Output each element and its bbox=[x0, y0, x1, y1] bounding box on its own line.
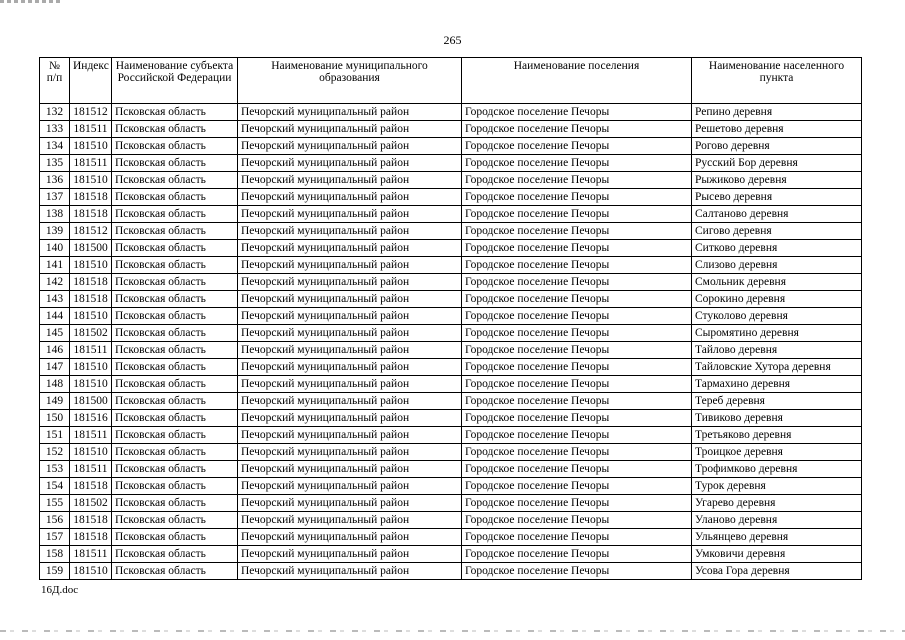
locality-name: Третьяково деревня bbox=[692, 427, 862, 444]
locality-name: Рыжиково деревня bbox=[692, 172, 862, 189]
municipality-name: Печорский муниципальный район bbox=[238, 563, 462, 580]
settlement-name: Городское поселение Печоры bbox=[462, 495, 692, 512]
table-row bbox=[40, 393, 862, 410]
locality-name: Стуколово деревня bbox=[692, 308, 862, 325]
subject-name: Псковская область bbox=[112, 308, 238, 325]
row-number: 152 bbox=[40, 444, 70, 461]
table-row bbox=[40, 240, 862, 257]
subject-name: Псковская область bbox=[112, 376, 238, 393]
subject-name: Псковская область bbox=[112, 274, 238, 291]
locality-name: Турок деревня bbox=[692, 478, 862, 495]
settlement-name: Городское поселение Печоры bbox=[462, 240, 692, 257]
settlement-name: Городское поселение Печоры bbox=[462, 121, 692, 138]
table-row bbox=[40, 291, 862, 308]
locality-name: Салтаново деревня bbox=[692, 206, 862, 223]
table-row bbox=[40, 546, 862, 563]
row-number: 151 bbox=[40, 427, 70, 444]
municipality-name: Печорский муниципальный район bbox=[238, 223, 462, 240]
municipality-name: Печорский муниципальный район bbox=[238, 274, 462, 291]
municipality-name: Печорский муниципальный район bbox=[238, 359, 462, 376]
postal-index: 181510 bbox=[70, 172, 112, 189]
settlement-name: Городское поселение Печоры bbox=[462, 223, 692, 240]
locality-name: Русский Бор деревня bbox=[692, 155, 862, 172]
row-number: 153 bbox=[40, 461, 70, 478]
subject-name: Псковская область bbox=[112, 104, 238, 121]
table-row bbox=[40, 104, 862, 121]
table-row bbox=[40, 444, 862, 461]
row-number: 140 bbox=[40, 240, 70, 257]
row-number: 157 bbox=[40, 529, 70, 546]
locality-name: Тивиково деревня bbox=[692, 410, 862, 427]
municipality-name: Печорский муниципальный район bbox=[238, 512, 462, 529]
subject-name: Псковская область bbox=[112, 444, 238, 461]
table-row bbox=[40, 359, 862, 376]
row-number: 136 bbox=[40, 172, 70, 189]
locality-name: Решетово деревня bbox=[692, 121, 862, 138]
municipality-name: Печорский муниципальный район bbox=[238, 138, 462, 155]
locality-name: Умковичи деревня bbox=[692, 546, 862, 563]
table-row bbox=[40, 529, 862, 546]
locality-name: Сорокино деревня bbox=[692, 291, 862, 308]
table-row bbox=[40, 189, 862, 206]
table-row bbox=[40, 342, 862, 359]
subject-name: Псковская область bbox=[112, 563, 238, 580]
table-row bbox=[40, 478, 862, 495]
locality-name: Троицкое деревня bbox=[692, 444, 862, 461]
table-header-row bbox=[40, 58, 862, 104]
table-row bbox=[40, 325, 862, 342]
table-row bbox=[40, 257, 862, 274]
postal-index: 181511 bbox=[70, 461, 112, 478]
subject-name: Псковская область bbox=[112, 223, 238, 240]
subject-name: Псковская область bbox=[112, 478, 238, 495]
postal-index: 181512 bbox=[70, 223, 112, 240]
locality-name: Рогово деревня bbox=[692, 138, 862, 155]
table-row bbox=[40, 376, 862, 393]
municipality-name: Печорский муниципальный район bbox=[238, 172, 462, 189]
settlement-name: Городское поселение Печоры bbox=[462, 257, 692, 274]
municipality-name: Печорский муниципальный район bbox=[238, 393, 462, 410]
settlement-name: Городское поселение Печоры bbox=[462, 206, 692, 223]
header-settlement: Наименование поселения bbox=[462, 58, 692, 104]
subject-name: Псковская область bbox=[112, 138, 238, 155]
postal-index: 181510 bbox=[70, 376, 112, 393]
postal-index: 181518 bbox=[70, 529, 112, 546]
settlement-name: Городское поселение Печоры bbox=[462, 427, 692, 444]
settlement-name: Городское поселение Печоры bbox=[462, 104, 692, 121]
table-body bbox=[40, 104, 862, 580]
row-number: 154 bbox=[40, 478, 70, 495]
table-row bbox=[40, 223, 862, 240]
row-number: 150 bbox=[40, 410, 70, 427]
municipality-name: Печорский муниципальный район bbox=[238, 427, 462, 444]
locality-name: Усова Гора деревня bbox=[692, 563, 862, 580]
subject-name: Псковская область bbox=[112, 121, 238, 138]
locality-name: Угарево деревня bbox=[692, 495, 862, 512]
municipality-name: Печорский муниципальный район bbox=[238, 257, 462, 274]
locality-name: Тереб деревня bbox=[692, 393, 862, 410]
footer-filename: 16Д.doc bbox=[41, 584, 79, 596]
locality-name: Уланово деревня bbox=[692, 512, 862, 529]
table-row bbox=[40, 172, 862, 189]
postal-index: 181511 bbox=[70, 546, 112, 563]
table-row bbox=[40, 138, 862, 155]
postal-index: 181510 bbox=[70, 308, 112, 325]
settlement-name: Городское поселение Печоры bbox=[462, 155, 692, 172]
page-number: 265 bbox=[443, 33, 462, 47]
municipality-name: Печорский муниципальный район bbox=[238, 291, 462, 308]
locality-name: Сыромятино деревня bbox=[692, 325, 862, 342]
locality-name: Сигово деревня bbox=[692, 223, 862, 240]
header-municipality: Наименование муниципального образования bbox=[238, 58, 462, 104]
postal-index: 181500 bbox=[70, 240, 112, 257]
municipality-name: Печорский муниципальный район bbox=[238, 325, 462, 342]
row-number: 142 bbox=[40, 274, 70, 291]
municipality-name: Печорский муниципальный район bbox=[238, 376, 462, 393]
settlement-name: Городское поселение Печоры bbox=[462, 546, 692, 563]
header-index: Индекс bbox=[70, 58, 112, 104]
settlement-name: Городское поселение Печоры bbox=[462, 325, 692, 342]
subject-name: Псковская область bbox=[112, 529, 238, 546]
subject-name: Псковская область bbox=[112, 291, 238, 308]
table-row bbox=[40, 410, 862, 427]
settlement-name: Городское поселение Печоры bbox=[462, 478, 692, 495]
municipality-name: Печорский муниципальный район bbox=[238, 444, 462, 461]
postal-index: 181518 bbox=[70, 291, 112, 308]
postal-index: 181502 bbox=[70, 325, 112, 342]
row-number: 138 bbox=[40, 206, 70, 223]
subject-name: Псковская область bbox=[112, 427, 238, 444]
settlement-name: Городское поселение Печоры bbox=[462, 393, 692, 410]
municipality-name: Печорский муниципальный район bbox=[238, 495, 462, 512]
table-row bbox=[40, 427, 862, 444]
locality-name: Тармахино деревня bbox=[692, 376, 862, 393]
postal-index: 181510 bbox=[70, 138, 112, 155]
table-row bbox=[40, 563, 862, 580]
row-number: 147 bbox=[40, 359, 70, 376]
postal-index: 181518 bbox=[70, 478, 112, 495]
locality-name: Смольник деревня bbox=[692, 274, 862, 291]
subject-name: Псковская область bbox=[112, 189, 238, 206]
subject-name: Псковская область bbox=[112, 257, 238, 274]
municipality-name: Печорский муниципальный район bbox=[238, 478, 462, 495]
postal-index: 181511 bbox=[70, 342, 112, 359]
locality-name: Ульянцево деревня bbox=[692, 529, 862, 546]
row-number: 145 bbox=[40, 325, 70, 342]
table-row bbox=[40, 155, 862, 172]
table-row bbox=[40, 206, 862, 223]
settlement-name: Городское поселение Печоры bbox=[462, 512, 692, 529]
postal-index: 181511 bbox=[70, 155, 112, 172]
scan-artifact bbox=[0, 630, 905, 632]
settlement-name: Городское поселение Печоры bbox=[462, 342, 692, 359]
postal-index: 181512 bbox=[70, 104, 112, 121]
municipality-name: Печорский муниципальный район bbox=[238, 206, 462, 223]
settlement-name: Городское поселение Печоры bbox=[462, 359, 692, 376]
settlement-name: Городское поселение Печоры bbox=[462, 172, 692, 189]
row-number: 144 bbox=[40, 308, 70, 325]
subject-name: Псковская область bbox=[112, 342, 238, 359]
locality-name: Трофимково деревня bbox=[692, 461, 862, 478]
municipality-name: Печорский муниципальный район bbox=[238, 461, 462, 478]
municipality-name: Печорский муниципальный район bbox=[238, 189, 462, 206]
subject-name: Псковская область bbox=[112, 325, 238, 342]
settlement-name: Городское поселение Печоры bbox=[462, 189, 692, 206]
row-number: 134 bbox=[40, 138, 70, 155]
postal-index: 181500 bbox=[70, 393, 112, 410]
row-number: 135 bbox=[40, 155, 70, 172]
locality-name: Слизово деревня bbox=[692, 257, 862, 274]
postal-index: 181518 bbox=[70, 512, 112, 529]
postal-index: 181510 bbox=[70, 257, 112, 274]
row-number: 132 bbox=[40, 104, 70, 121]
municipality-name: Печорский муниципальный район bbox=[238, 410, 462, 427]
row-number: 133 bbox=[40, 121, 70, 138]
row-number: 155 bbox=[40, 495, 70, 512]
settlement-name: Городское поселение Печоры bbox=[462, 291, 692, 308]
table-row bbox=[40, 121, 862, 138]
settlement-name: Городское поселение Печоры bbox=[462, 376, 692, 393]
postal-index: 181510 bbox=[70, 359, 112, 376]
postal-index: 181511 bbox=[70, 121, 112, 138]
table-row bbox=[40, 512, 862, 529]
municipality-name: Печорский муниципальный район bbox=[238, 104, 462, 121]
subject-name: Псковская область bbox=[112, 410, 238, 427]
row-number: 143 bbox=[40, 291, 70, 308]
locality-name: Ситково деревня bbox=[692, 240, 862, 257]
postal-index: 181516 bbox=[70, 410, 112, 427]
settlement-name: Городское поселение Печоры bbox=[462, 410, 692, 427]
scan-artifact bbox=[0, 0, 60, 3]
settlement-name: Городское поселение Печоры bbox=[462, 444, 692, 461]
municipality-name: Печорский муниципальный район bbox=[238, 529, 462, 546]
municipality-name: Печорский муниципальный район bbox=[238, 240, 462, 257]
postal-index: 181511 bbox=[70, 427, 112, 444]
settlements-table bbox=[39, 57, 862, 580]
postal-index: 181510 bbox=[70, 444, 112, 461]
subject-name: Псковская область bbox=[112, 359, 238, 376]
postal-index: 181518 bbox=[70, 206, 112, 223]
municipality-name: Печорский муниципальный район bbox=[238, 546, 462, 563]
settlement-name: Городское поселение Печоры bbox=[462, 563, 692, 580]
subject-name: Псковская область bbox=[112, 155, 238, 172]
subject-name: Псковская область bbox=[112, 393, 238, 410]
locality-name: Тайловские Хутора деревня bbox=[692, 359, 862, 376]
municipality-name: Печорский муниципальный район bbox=[238, 342, 462, 359]
table-row bbox=[40, 274, 862, 291]
locality-name: Рысево деревня bbox=[692, 189, 862, 206]
settlement-name: Городское поселение Печоры bbox=[462, 138, 692, 155]
subject-name: Псковская область bbox=[112, 206, 238, 223]
subject-name: Псковская область bbox=[112, 495, 238, 512]
postal-index: 181518 bbox=[70, 189, 112, 206]
row-number: 158 bbox=[40, 546, 70, 563]
table-row bbox=[40, 495, 862, 512]
row-number: 141 bbox=[40, 257, 70, 274]
row-number: 156 bbox=[40, 512, 70, 529]
municipality-name: Печорский муниципальный район bbox=[238, 308, 462, 325]
municipality-name: Печорский муниципальный район bbox=[238, 121, 462, 138]
row-number: 148 bbox=[40, 376, 70, 393]
postal-index: 181518 bbox=[70, 274, 112, 291]
subject-name: Псковская область bbox=[112, 240, 238, 257]
locality-name: Репино деревня bbox=[692, 104, 862, 121]
postal-index: 181510 bbox=[70, 563, 112, 580]
table-row bbox=[40, 308, 862, 325]
table-row bbox=[40, 461, 862, 478]
settlement-name: Городское поселение Печоры bbox=[462, 308, 692, 325]
settlement-name: Городское поселение Печоры bbox=[462, 274, 692, 291]
header-number: № п/п bbox=[40, 58, 70, 104]
row-number: 159 bbox=[40, 563, 70, 580]
postal-index: 181502 bbox=[70, 495, 112, 512]
row-number: 137 bbox=[40, 189, 70, 206]
row-number: 139 bbox=[40, 223, 70, 240]
settlement-name: Городское поселение Печоры bbox=[462, 529, 692, 546]
subject-name: Псковская область bbox=[112, 461, 238, 478]
municipality-name: Печорский муниципальный район bbox=[238, 155, 462, 172]
row-number: 149 bbox=[40, 393, 70, 410]
subject-name: Псковская область bbox=[112, 512, 238, 529]
header-subject: Наименование субъекта Российской Федерации bbox=[112, 58, 238, 104]
settlement-name: Городское поселение Печоры bbox=[462, 461, 692, 478]
subject-name: Псковская область bbox=[112, 546, 238, 563]
locality-name: Тайлово деревня bbox=[692, 342, 862, 359]
header-locality: Наименование населенного пункта bbox=[692, 58, 862, 104]
subject-name: Псковская область bbox=[112, 172, 238, 189]
row-number: 146 bbox=[40, 342, 70, 359]
